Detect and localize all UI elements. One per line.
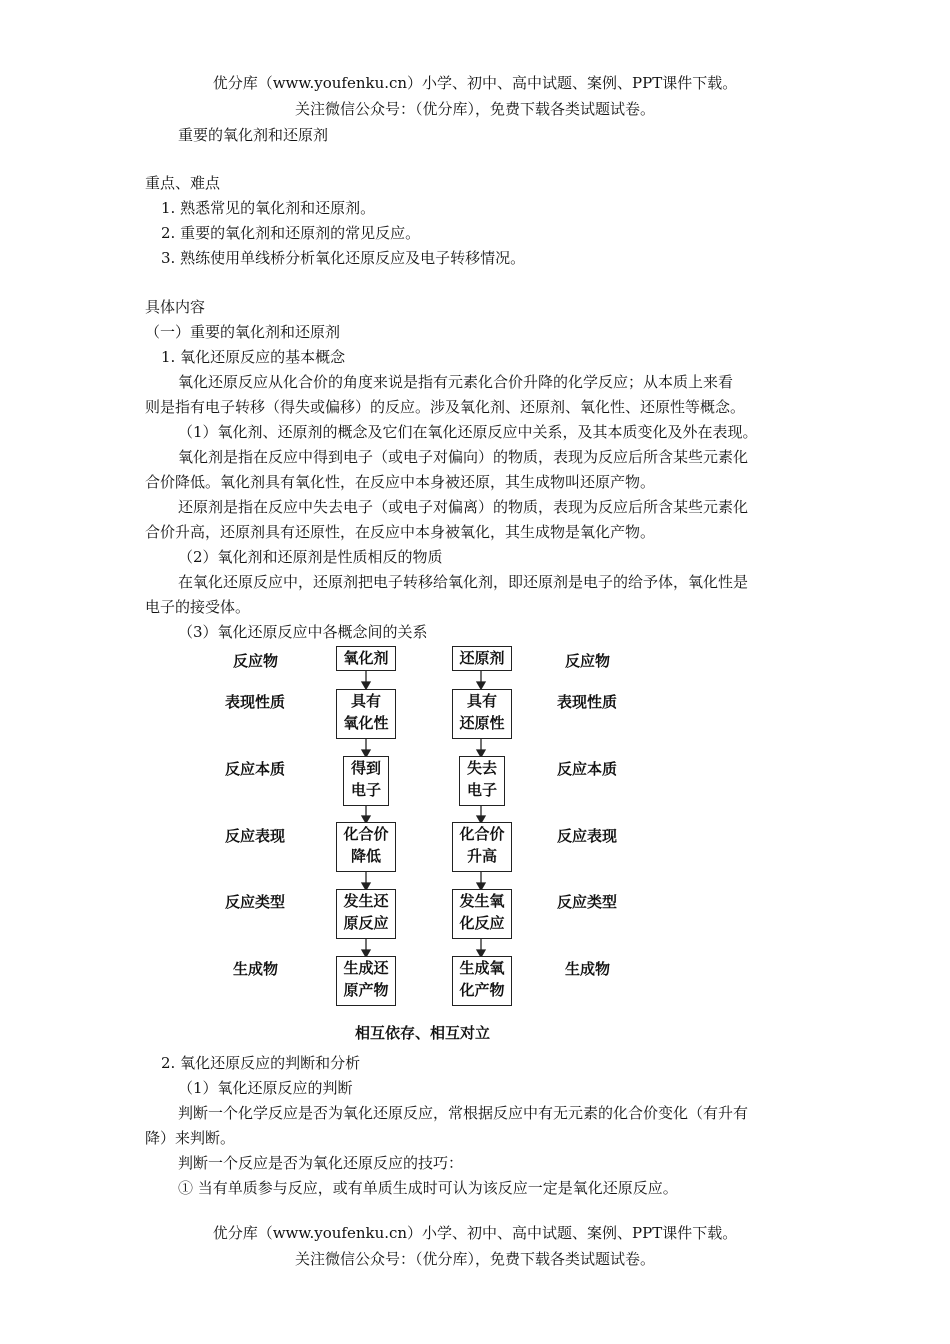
paragraph-line: 判断一个反应是否为氧化还原反应的技巧： bbox=[178, 1154, 464, 1172]
row-label-left: 反应物 bbox=[233, 652, 279, 670]
paragraph-line: 降）来判断。 bbox=[145, 1129, 236, 1147]
arrow bbox=[362, 682, 370, 689]
paragraph-line: 合价降低。氧化剂具有氧化性，在反应中本身被还原，其生成物叫还原产物。 bbox=[145, 473, 656, 491]
box-oxidation-reaction: 发生氧 化反应 bbox=[452, 889, 512, 939]
header-line-1: 优分库（www.youfenku.cn）小学、初中、高中试题、案例、PPT课件下载。 bbox=[212, 74, 738, 92]
box-reduction-product: 生成还 原产物 bbox=[336, 956, 396, 1006]
paragraph-line: 还原剂是指在反应中失去电子（或电子对偏离）的物质，表现为反应后所含某些元素化 bbox=[178, 498, 749, 516]
subsection-heading: 1. 氧化还原反应的基本概念 bbox=[161, 348, 346, 366]
subsection-heading: 2. 氧化还原反应的判断和分析 bbox=[161, 1054, 361, 1072]
row-label-right: 反应类型 bbox=[557, 893, 618, 911]
header-line-2: 关注微信公众号：（优分库），免费下载各类试题试卷。 bbox=[294, 100, 655, 118]
keypoint-item: 3. 熟练使用单线桥分析氧化还原反应及电子转移情况。 bbox=[161, 249, 526, 267]
paragraph-line: （1）氧化还原反应的判断 bbox=[178, 1079, 353, 1097]
row-label-left: 反应表现 bbox=[225, 827, 286, 845]
paragraph-line: 氧化还原反应从化合价的角度来说是指有元素化合价升降的化学反应；从本质上来看 bbox=[178, 373, 734, 391]
box-oxidation-product: 生成氧 化产物 bbox=[452, 956, 512, 1006]
footer-line-2: 关注微信公众号：（优分库），免费下载各类试题试卷。 bbox=[294, 1250, 655, 1268]
section-heading: （一）重要的氧化剂和还原剂 bbox=[145, 323, 341, 341]
diagram-caption: 相互依存、相互对立 bbox=[355, 1024, 491, 1042]
paragraph-line: 氧化剂是指在反应中得到电子（或电子对偏向）的物质，表现为反应后所含某些元素化 bbox=[178, 448, 749, 466]
row-label-right: 生成物 bbox=[565, 960, 611, 978]
box-reducing-property: 具有 还原性 bbox=[452, 689, 512, 739]
paragraph-line: 判断一个化学反应是否为氧化还原反应，常根据反应中有无元素的化合价变化（有升有 bbox=[178, 1104, 749, 1122]
keypoints-heading: 重点、难点 bbox=[145, 174, 221, 192]
row-label-left: 反应类型 bbox=[225, 893, 286, 911]
box-valence-decrease: 化合价 降低 bbox=[336, 822, 396, 872]
paragraph-line: ① 当有单质参与反应，或有单质生成时可认为该反应一定是氧化还原反应。 bbox=[178, 1179, 678, 1197]
paragraph-line: （3）氧化还原反应中各概念间的关系 bbox=[178, 623, 428, 641]
footer-line-1: 优分库（www.youfenku.cn）小学、初中、高中试题、案例、PPT课件下载。 bbox=[212, 1224, 738, 1242]
paragraph-line: 合价升高，还原剂具有还原性，在反应中本身被氧化，其生成物是氧化产物。 bbox=[145, 523, 656, 541]
row-label-right: 表现性质 bbox=[557, 693, 618, 711]
row-label-right: 反应表现 bbox=[557, 827, 618, 845]
row-label-left: 反应本质 bbox=[225, 760, 286, 778]
row-label-right: 反应本质 bbox=[557, 760, 618, 778]
paragraph-line: 电子的接受体。 bbox=[145, 598, 251, 616]
keypoint-item: 1. 熟悉常见的氧化剂和还原剂。 bbox=[161, 199, 376, 217]
paragraph-line: （1）氧化剂、还原剂的概念及它们在氧化还原反应中关系，及其本质变化及外在表现。 bbox=[178, 423, 758, 441]
box-lose-electrons: 失去 电子 bbox=[459, 756, 505, 806]
row-label-left: 生成物 bbox=[233, 960, 279, 978]
paragraph-line: 则是指有电子转移（得失或偏移）的反应。涉及氧化剂、还原剂、氧化性、还原性等概念。 bbox=[145, 398, 746, 416]
box-oxidizing-property: 具有 氧化性 bbox=[336, 689, 396, 739]
box-valence-increase: 化合价 升高 bbox=[452, 822, 512, 872]
row-label-left: 表现性质 bbox=[225, 693, 286, 711]
page-title: 重要的氧化剂和还原剂 bbox=[178, 126, 329, 144]
content-heading: 具体内容 bbox=[145, 298, 206, 316]
paragraph-line: 在氧化还原反应中，还原剂把电子转移给氧化剂，即还原剂是电子的给予体，氧化性是 bbox=[178, 573, 749, 591]
box-gain-electrons: 得到 电子 bbox=[343, 756, 389, 806]
paragraph-line: （2）氧化剂和还原剂是性质相反的物质 bbox=[178, 548, 443, 566]
box-reduction-reaction: 发生还 原反应 bbox=[336, 889, 396, 939]
arrow bbox=[477, 682, 485, 689]
box-oxidant: 氧化剂 bbox=[336, 646, 396, 671]
keypoint-item: 2. 重要的氧化剂和还原剂的常见反应。 bbox=[161, 224, 421, 242]
box-reductant: 还原剂 bbox=[452, 646, 512, 671]
row-label-right: 反应物 bbox=[565, 652, 611, 670]
